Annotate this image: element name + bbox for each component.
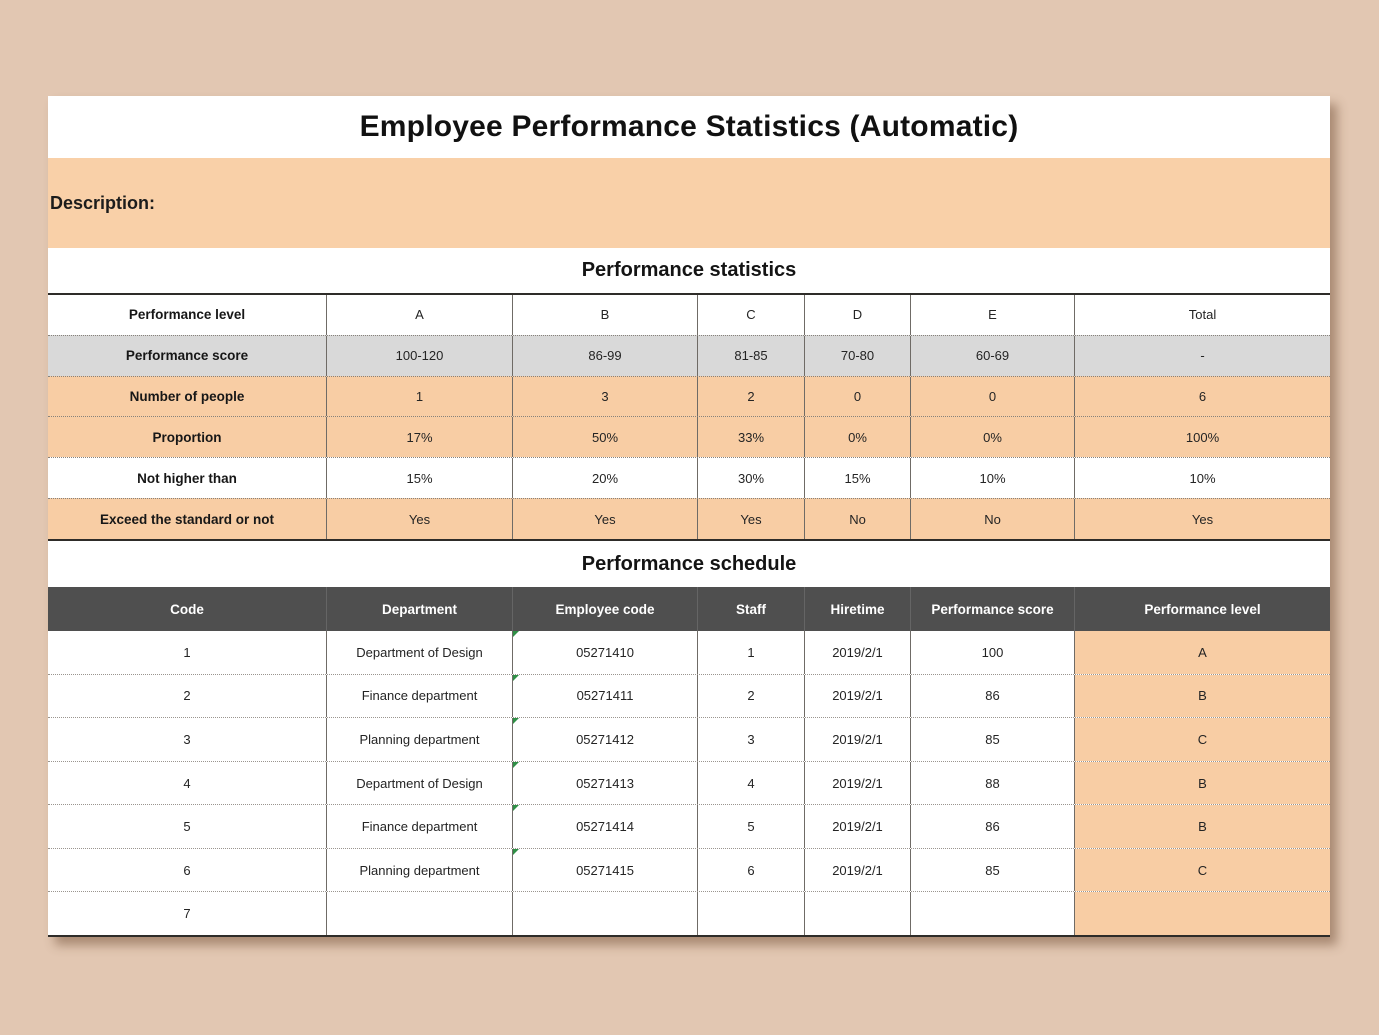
description-band[interactable]: [48, 158, 1330, 248]
stats-cell[interactable]: 20%: [513, 458, 698, 498]
error-indicator-icon: [513, 805, 519, 811]
stats-cell[interactable]: A: [327, 295, 513, 335]
stats-cell[interactable]: 15%: [805, 458, 911, 498]
error-indicator-icon: [513, 631, 519, 637]
stats-cell[interactable]: 17%: [327, 417, 513, 457]
stats-row-label[interactable]: Not higher than: [48, 458, 327, 498]
error-indicator-icon: [513, 762, 519, 768]
stats-cell[interactable]: 1: [327, 377, 513, 417]
stats-cell[interactable]: 50%: [513, 417, 698, 457]
schedule-cell-hiretime[interactable]: 2019/2/1: [805, 718, 911, 761]
schedule-cell-department[interactable]: Finance department: [327, 805, 513, 848]
stats-row: [48, 376, 1330, 417]
schedule-row: [48, 891, 1330, 935]
schedule-table-body: [48, 631, 1330, 937]
schedule-cell-employee-code[interactable]: 05271410: [513, 631, 698, 674]
spreadsheet-sheet: [48, 96, 1330, 937]
stats-row-label[interactable]: Performance level: [48, 295, 327, 335]
stats-cell[interactable]: -: [1200, 348, 1205, 364]
error-indicator-icon: [513, 849, 519, 855]
schedule-cell-employee-code[interactable]: 05271415: [513, 849, 698, 892]
schedule-cell-code[interactable]: 1: [48, 631, 327, 674]
schedule-column-header[interactable]: Performance score: [911, 587, 1075, 631]
stats-row: [48, 416, 1330, 457]
schedule-row: [48, 848, 1330, 892]
schedule-row: [48, 804, 1330, 848]
stats-cell[interactable]: 3: [513, 377, 698, 417]
stats-cell[interactable]: 60-69: [911, 336, 1075, 376]
schedule-cell-department[interactable]: [327, 892, 513, 935]
error-indicator-icon: [513, 718, 519, 724]
stats-cell[interactable]: 33%: [698, 417, 805, 457]
stats-cell[interactable]: E: [911, 295, 1075, 335]
schedule-cell-hiretime[interactable]: 2019/2/1: [805, 762, 911, 805]
schedule-cell-employee-code[interactable]: [513, 892, 698, 935]
schedule-row: [48, 761, 1330, 805]
schedule-header-row: [48, 587, 1330, 631]
schedule-cell-score[interactable]: 86: [911, 805, 1075, 848]
schedule-cell-department[interactable]: Department of Design: [327, 631, 513, 674]
schedule-cell-employee-code[interactable]: 05271412: [513, 718, 698, 761]
stats-row: [48, 457, 1330, 498]
schedule-column-header[interactable]: Performance level: [1144, 601, 1261, 617]
schedule-cell-staff[interactable]: 1: [698, 631, 805, 674]
stats-cell[interactable]: 10%: [1189, 470, 1216, 486]
stats-cell[interactable]: 0: [911, 377, 1075, 417]
schedule-cell-score[interactable]: 100: [911, 631, 1075, 674]
schedule-section-title: Performance schedule: [48, 541, 1330, 587]
schedule-cell-staff[interactable]: 2: [698, 675, 805, 718]
stats-cell[interactable]: 30%: [698, 458, 805, 498]
schedule-cell-staff[interactable]: 3: [698, 718, 805, 761]
schedule-cell-level[interactable]: C: [1075, 718, 1330, 761]
schedule-cell-code[interactable]: 3: [48, 718, 327, 761]
stats-cell[interactable]: Yes: [698, 499, 805, 539]
schedule-cell-score[interactable]: 85: [911, 849, 1075, 892]
stats-cell[interactable]: No: [805, 499, 911, 539]
schedule-column-header[interactable]: Staff: [698, 587, 805, 631]
page-title: Employee Performance Statistics (Automatic): [359, 110, 1019, 143]
stats-cell[interactable]: 70-80: [805, 336, 911, 376]
title-band: [48, 96, 1330, 158]
schedule-cell-level[interactable]: C: [1075, 849, 1330, 892]
schedule-cell-department[interactable]: Planning department: [327, 849, 513, 892]
schedule-cell-department[interactable]: Planning department: [327, 718, 513, 761]
schedule-cell-staff[interactable]: 4: [698, 762, 805, 805]
schedule-cell-employee-code[interactable]: 05271413: [513, 762, 698, 805]
schedule-row: [48, 717, 1330, 761]
stats-cell[interactable]: Yes: [1191, 511, 1214, 527]
stats-row-label[interactable]: Proportion: [48, 417, 327, 457]
schedule-cell-staff[interactable]: [698, 892, 805, 935]
stats-row: [48, 498, 1330, 539]
stats-section-title: Performance statistics: [48, 248, 1330, 293]
schedule-cell-hiretime[interactable]: [805, 892, 911, 935]
stats-cell[interactable]: 0: [805, 377, 911, 417]
schedule-cell-score[interactable]: 88: [911, 762, 1075, 805]
schedule-column-header[interactable]: Department: [327, 587, 513, 631]
schedule-cell-employee-code[interactable]: 05271411: [513, 675, 698, 718]
schedule-cell-department[interactable]: Finance department: [327, 675, 513, 718]
schedule-cell-code[interactable]: 7: [48, 892, 327, 935]
stats-row: [48, 335, 1330, 376]
stats-cell[interactable]: B: [513, 295, 698, 335]
schedule-cell-staff[interactable]: 5: [698, 805, 805, 848]
description-label: Description:: [50, 192, 156, 213]
error-indicator-icon: [513, 675, 519, 681]
schedule-cell-code[interactable]: 5: [48, 805, 327, 848]
stats-cell[interactable]: Total: [1188, 307, 1217, 323]
schedule-column-header[interactable]: Code: [48, 587, 327, 631]
stats-table: [48, 293, 1330, 541]
schedule-cell-hiretime[interactable]: 2019/2/1: [805, 631, 911, 674]
schedule-cell-code[interactable]: 2: [48, 675, 327, 718]
schedule-cell-level[interactable]: A: [1075, 631, 1330, 674]
schedule-cell-level[interactable]: B: [1075, 805, 1330, 848]
stats-cell[interactable]: 86-99: [513, 336, 698, 376]
stats-cell[interactable]: D: [805, 295, 911, 335]
stats-cell[interactable]: C: [698, 295, 805, 335]
schedule-cell-code[interactable]: 4: [48, 762, 327, 805]
stats-cell[interactable]: Yes: [513, 499, 698, 539]
stats-cell[interactable]: 2: [698, 377, 805, 417]
stats-row: [48, 295, 1330, 335]
stats-cell[interactable]: 100-120: [327, 336, 513, 376]
schedule-cell-hiretime[interactable]: 2019/2/1: [805, 805, 911, 848]
stats-cell[interactable]: Yes: [327, 499, 513, 539]
stats-cell[interactable]: No: [911, 499, 1075, 539]
schedule-row: [48, 674, 1330, 718]
stats-cell[interactable]: 6: [1198, 389, 1207, 405]
schedule-cell-score[interactable]: 85: [911, 718, 1075, 761]
stats-cell[interactable]: 10%: [911, 458, 1075, 498]
schedule-cell-hiretime[interactable]: 2019/2/1: [805, 675, 911, 718]
stats-row-label[interactable]: Performance score: [48, 336, 327, 376]
schedule-column-header[interactable]: Employee code: [513, 587, 698, 631]
stats-cell[interactable]: 100%: [1185, 429, 1220, 445]
stats-cell[interactable]: 0%: [911, 417, 1075, 457]
schedule-cell-department[interactable]: Department of Design: [327, 762, 513, 805]
stats-row-label[interactable]: Exceed the standard or not: [48, 499, 327, 539]
schedule-cell-code[interactable]: 6: [48, 849, 327, 892]
schedule-cell-level[interactable]: B: [1075, 675, 1330, 718]
schedule-cell-score[interactable]: 86: [911, 675, 1075, 718]
schedule-cell-hiretime[interactable]: 2019/2/1: [805, 849, 911, 892]
stats-cell[interactable]: 15%: [327, 458, 513, 498]
schedule-cell-level[interactable]: B: [1075, 762, 1330, 805]
schedule-cell-employee-code[interactable]: 05271414: [513, 805, 698, 848]
schedule-cell-level[interactable]: [1075, 892, 1330, 935]
stats-row-label[interactable]: Number of people: [48, 377, 327, 417]
schedule-cell-score[interactable]: [911, 892, 1075, 935]
stats-cell[interactable]: 81-85: [698, 336, 805, 376]
schedule-cell-staff[interactable]: 6: [698, 849, 805, 892]
schedule-column-header[interactable]: Hiretime: [805, 587, 911, 631]
schedule-row: [48, 631, 1330, 674]
stats-cell[interactable]: 0%: [805, 417, 911, 457]
